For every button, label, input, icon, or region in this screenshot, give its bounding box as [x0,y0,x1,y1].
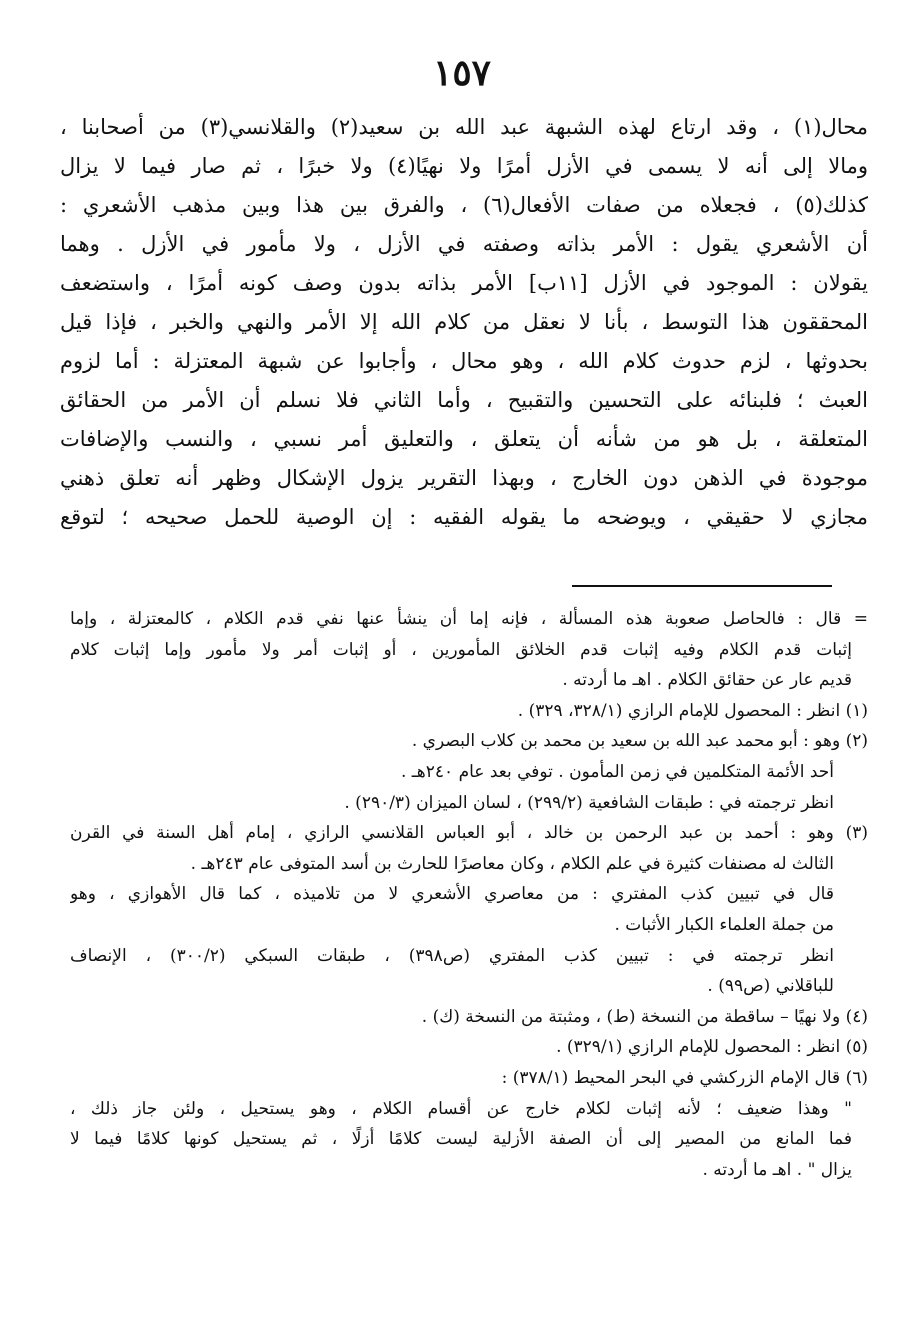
main-text-line: العبث ؛ فلبنائه على التحسين والتقبيح ، وأما الثاني فلا نسلم أن الأمر من الحقائق [60,388,868,412]
main-text-line: يقولان : الموجود في الأزل [١١ب] الأمر بذاته بدون وصف كونه أمرًا ، واستضعف [60,271,868,295]
footnote-line: انظر ترجمته في : طبقات الشافعية (٢٩٩/٢) ، لسان الميزان (٢٩٠/٣) . [344,792,834,813]
footnote-line: " وهذا ضعيف ؛ لأنه إثبات لكلام خارج عن أقسام الكلام ، وهو يستحيل ، ولئن جاز ذلك ، [70,1098,852,1119]
main-text-line: أن الأشعري يقول : الأمر بذاته وصفته في الأزل ، ولا مأمور في الأزل . وهما [60,232,868,256]
footnote-line: فما المانع من المصير إلى أن الصفة الأزلية ليست كلامًا أزلًا ، ثم يستحيل كونها كلامًا فيما لا [70,1129,852,1150]
page-number: ١٥٧ [432,52,491,94]
footnote-line: = قال : فالحاصل صعوبة هذه المسألة ، فإنه إما أن ينشأ عنها نفي قدم الكلام ، كالمعتزلة ، وإما [70,609,868,629]
main-text-line: ومالا إلى أنه لا يسمى في الأزل أمرًا ولا نهيًا(٤) ولا خبرًا ، ثم صار فيما لا يزال [60,154,868,178]
footnote-line: إثبات قدم الكلام وفيه إثبات قدم الخلائق المأمورين ، أو إثبات أمر ولا مأمور وإما إثبات كلام [70,639,852,660]
footnote-line: أحد الأئمة المتكلمين في زمن المأمون . توفي بعد عام ٢٤٠هـ . [401,761,834,782]
footnote-line: الثالث له مصنفات كثيرة في علم الكلام ، وكان معاصرًا للحارث بن أسد المتوفى عام ٢٤٣هـ . [190,853,834,874]
footnote-line: (٥) انظر : المحصول للإمام الرازي (٣٢٩/١) . [556,1037,868,1058]
main-text-line: بحدوثها ، لزم حدوث كلام الله ، وهو محال ، وأجابوا عن شبهة المعتزلة : أما لزوم [60,349,868,373]
footnote-line: (٣) وهو : أحمد بن عبد الرحمن بن خالد ، أبو العباس القلانسي الرازي ، إمام أهل السنة في القرن [70,823,868,844]
main-text-line: موجودة في الذهن دون الخارج ، وبهذا التقرير يزول الإشكال وظهر أنه تعلق ذهني [60,466,868,490]
footnote-line: انظر ترجمته في : تبيين كذب المفتري (ص٣٩٨) ، طبقات السبكي (٣٠٠/٢) ، الإنصاف [70,945,834,966]
footnotes [70,604,868,1185]
main-text [60,108,868,537]
main-text-line: مجازي لا حقيقي ، ويوضحه ما يقوله الفقيه : إن الوصية للحمل صحيحه ؛ لتوقع [60,505,868,529]
main-text-line: المتعلقة ، بل هو من شأنه أن يتعلق ، والتعليق أمر نسبي ، والنسب والإضافات [60,427,868,451]
footnote-line: (٢) وهو : أبو محمد عبد الله بن سعيد بن محمد بن كلاب البصري . [411,731,868,752]
main-text-line: كذلك(٥) ، فجعلاه من صفات الأفعال(٦) ، والفرق بين هذا وبين مذهب الأشعري : [60,193,868,217]
footnote-line: (٤) ولا نهيًا – ساقطة من النسخة (ط) ، ومثبتة من النسخة (ك) . [421,1006,868,1027]
footnote-line: للباقلاني (ص٩٩) . [707,976,834,997]
footnote-line: من جملة العلماء الكبار الأثبات . [614,914,834,935]
footnote-line: يزال " . اهـ ما أردته . [702,1159,852,1180]
footnote-line: قال في تبيين كذب المفتري : من معاصري الأشعري لا من تلاميذه ، كما قال الأهوازي ، وهو [70,884,834,905]
footnote-line: (١) انظر : المحصول للإمام الرازي (٣٢٨/١، ٣٢٩) . [517,700,868,721]
footnote-line: قديم عار عن حقائق الكلام . اهـ ما أردته . [562,670,852,691]
main-text-line: المحققون هذا التوسط ، بأنا لا نعقل من كلام الله إلا الأمر والنهي والخبر ، فإذا قيل [60,310,868,334]
main-text-line: محال(١) ، وقد ارتاع لهذه الشبهة عبد الله بن سعيد(٢) والقلانسي(٣) من أصحابنا ، [60,115,868,139]
footnote-line: (٦) قال الإمام الزركشي في البحر المحيط (٣٧٨/١) : [501,1067,868,1088]
footnote-divider [572,585,832,587]
